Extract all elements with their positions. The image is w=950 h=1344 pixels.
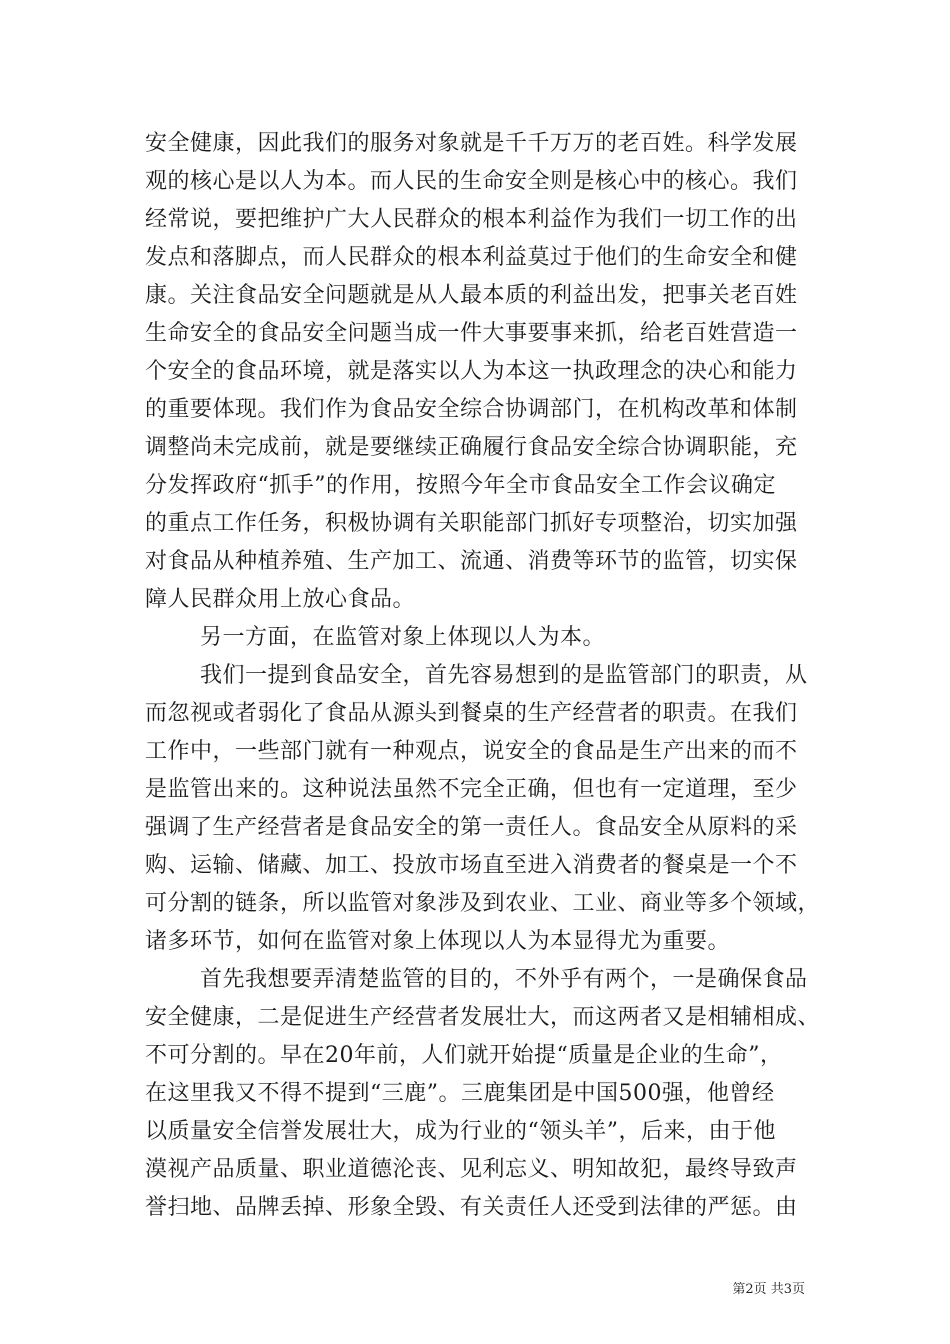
text-line-14: 另一方面，在监管对象上体现以人为本。 bbox=[200, 625, 606, 650]
text-line-9: 调整尚未完成前，就是要继续正确履行食品安全综合协调职能，充 bbox=[145, 435, 798, 460]
text-line-25: 不可分割的。早在20年前，人们就开始提“质量是企业的生命”， bbox=[145, 1043, 783, 1068]
text-line-1: 安全健康，因此我们的服务对象就是千千万万的老百姓。科学发展 bbox=[145, 131, 798, 156]
text-line-3: 经常说，要把维护广大人民群众的根本利益作为我们一切工作的出 bbox=[145, 207, 798, 232]
text-line-17: 工作中，一些部门就有一种观点，说安全的食品是生产出来的而不 bbox=[145, 739, 798, 764]
text-line-10: 分发挥政府“抓手”的作用，按照今年全市食品安全工作会议确定 bbox=[145, 473, 776, 498]
text-line-15: 我们一提到食品安全，首先容易想到的是监管部门的职责，从 bbox=[200, 663, 808, 688]
text-line-11: 的重点工作任务，积极协调有关职能部门抓好专项整治，切实加强 bbox=[145, 511, 798, 536]
text-line-4: 发点和落脚点，而人民群众的根本利益莫过于他们的生命安全和健 bbox=[145, 245, 798, 270]
text-line-16: 而忽视或者弱化了食品从源头到餐桌的生产经营者的职责。在我们 bbox=[145, 701, 798, 726]
text-line-18: 是监管出来的。这种说法虽然不完全正确，但也有一定道理，至少 bbox=[145, 777, 798, 802]
text-line-21: 可分割的链条，所以监管对象涉及到农业、工业、商业等多个领域， bbox=[145, 891, 821, 916]
text-line-13: 障人民群众用上放心食品。 bbox=[145, 587, 416, 612]
text-line-22: 诸多环节，如何在监管对象上体现以人为本显得尤为重要。 bbox=[145, 929, 731, 954]
text-line-26: 在这里我又不得不提到“三鹿”。三鹿集团是中国500强，他曾经 bbox=[145, 1081, 775, 1106]
text-line-29: 誉扫地、品牌丢掉、形象全毁、有关责任人还受到法律的严惩。由 bbox=[145, 1195, 798, 1220]
text-line-2: 观的核心是以人为本。而人民的生命安全则是核心中的核心。我们 bbox=[145, 169, 798, 194]
text-line-8: 的重要体现。我们作为食品安全综合协调部门，在机构改革和体制 bbox=[145, 397, 798, 422]
page-number: 第2页 共3页 bbox=[732, 1282, 805, 1297]
text-line-7: 个安全的食品环境，就是落实以人为本这一执政理念的决心和能力 bbox=[145, 359, 798, 384]
text-line-5: 康。关注食品安全问题就是从人最本质的利益出发，把事关老百姓 bbox=[145, 283, 798, 308]
text-line-6: 生命安全的食品安全问题当成一件大事要事来抓，给老百姓营造一 bbox=[145, 321, 798, 346]
text-line-19: 强调了生产经营者是食品安全的第一责任人。食品安全从原料的采 bbox=[145, 815, 798, 840]
text-line-27: 以质量安全信誉发展壮大，成为行业的“领头羊”，后来，由于他 bbox=[145, 1119, 776, 1144]
text-line-24: 安全健康，二是促进生产经营者发展壮大，而这两者又是相辅相成、 bbox=[145, 1005, 821, 1030]
text-line-20: 购、运输、储藏、加工、投放市场直至进入消费者的餐桌是一个不 bbox=[145, 853, 798, 878]
text-line-12: 对食品从种植养殖、生产加工、流通、消费等环节的监管，切实保 bbox=[145, 549, 798, 574]
text-line-28: 漠视产品质量、职业道德沦丧、见利忘义、明知故犯，最终导致声 bbox=[145, 1157, 798, 1182]
text-line-23: 首先我想要弄清楚监管的目的，不外乎有两个，一是确保食品 bbox=[200, 967, 808, 992]
